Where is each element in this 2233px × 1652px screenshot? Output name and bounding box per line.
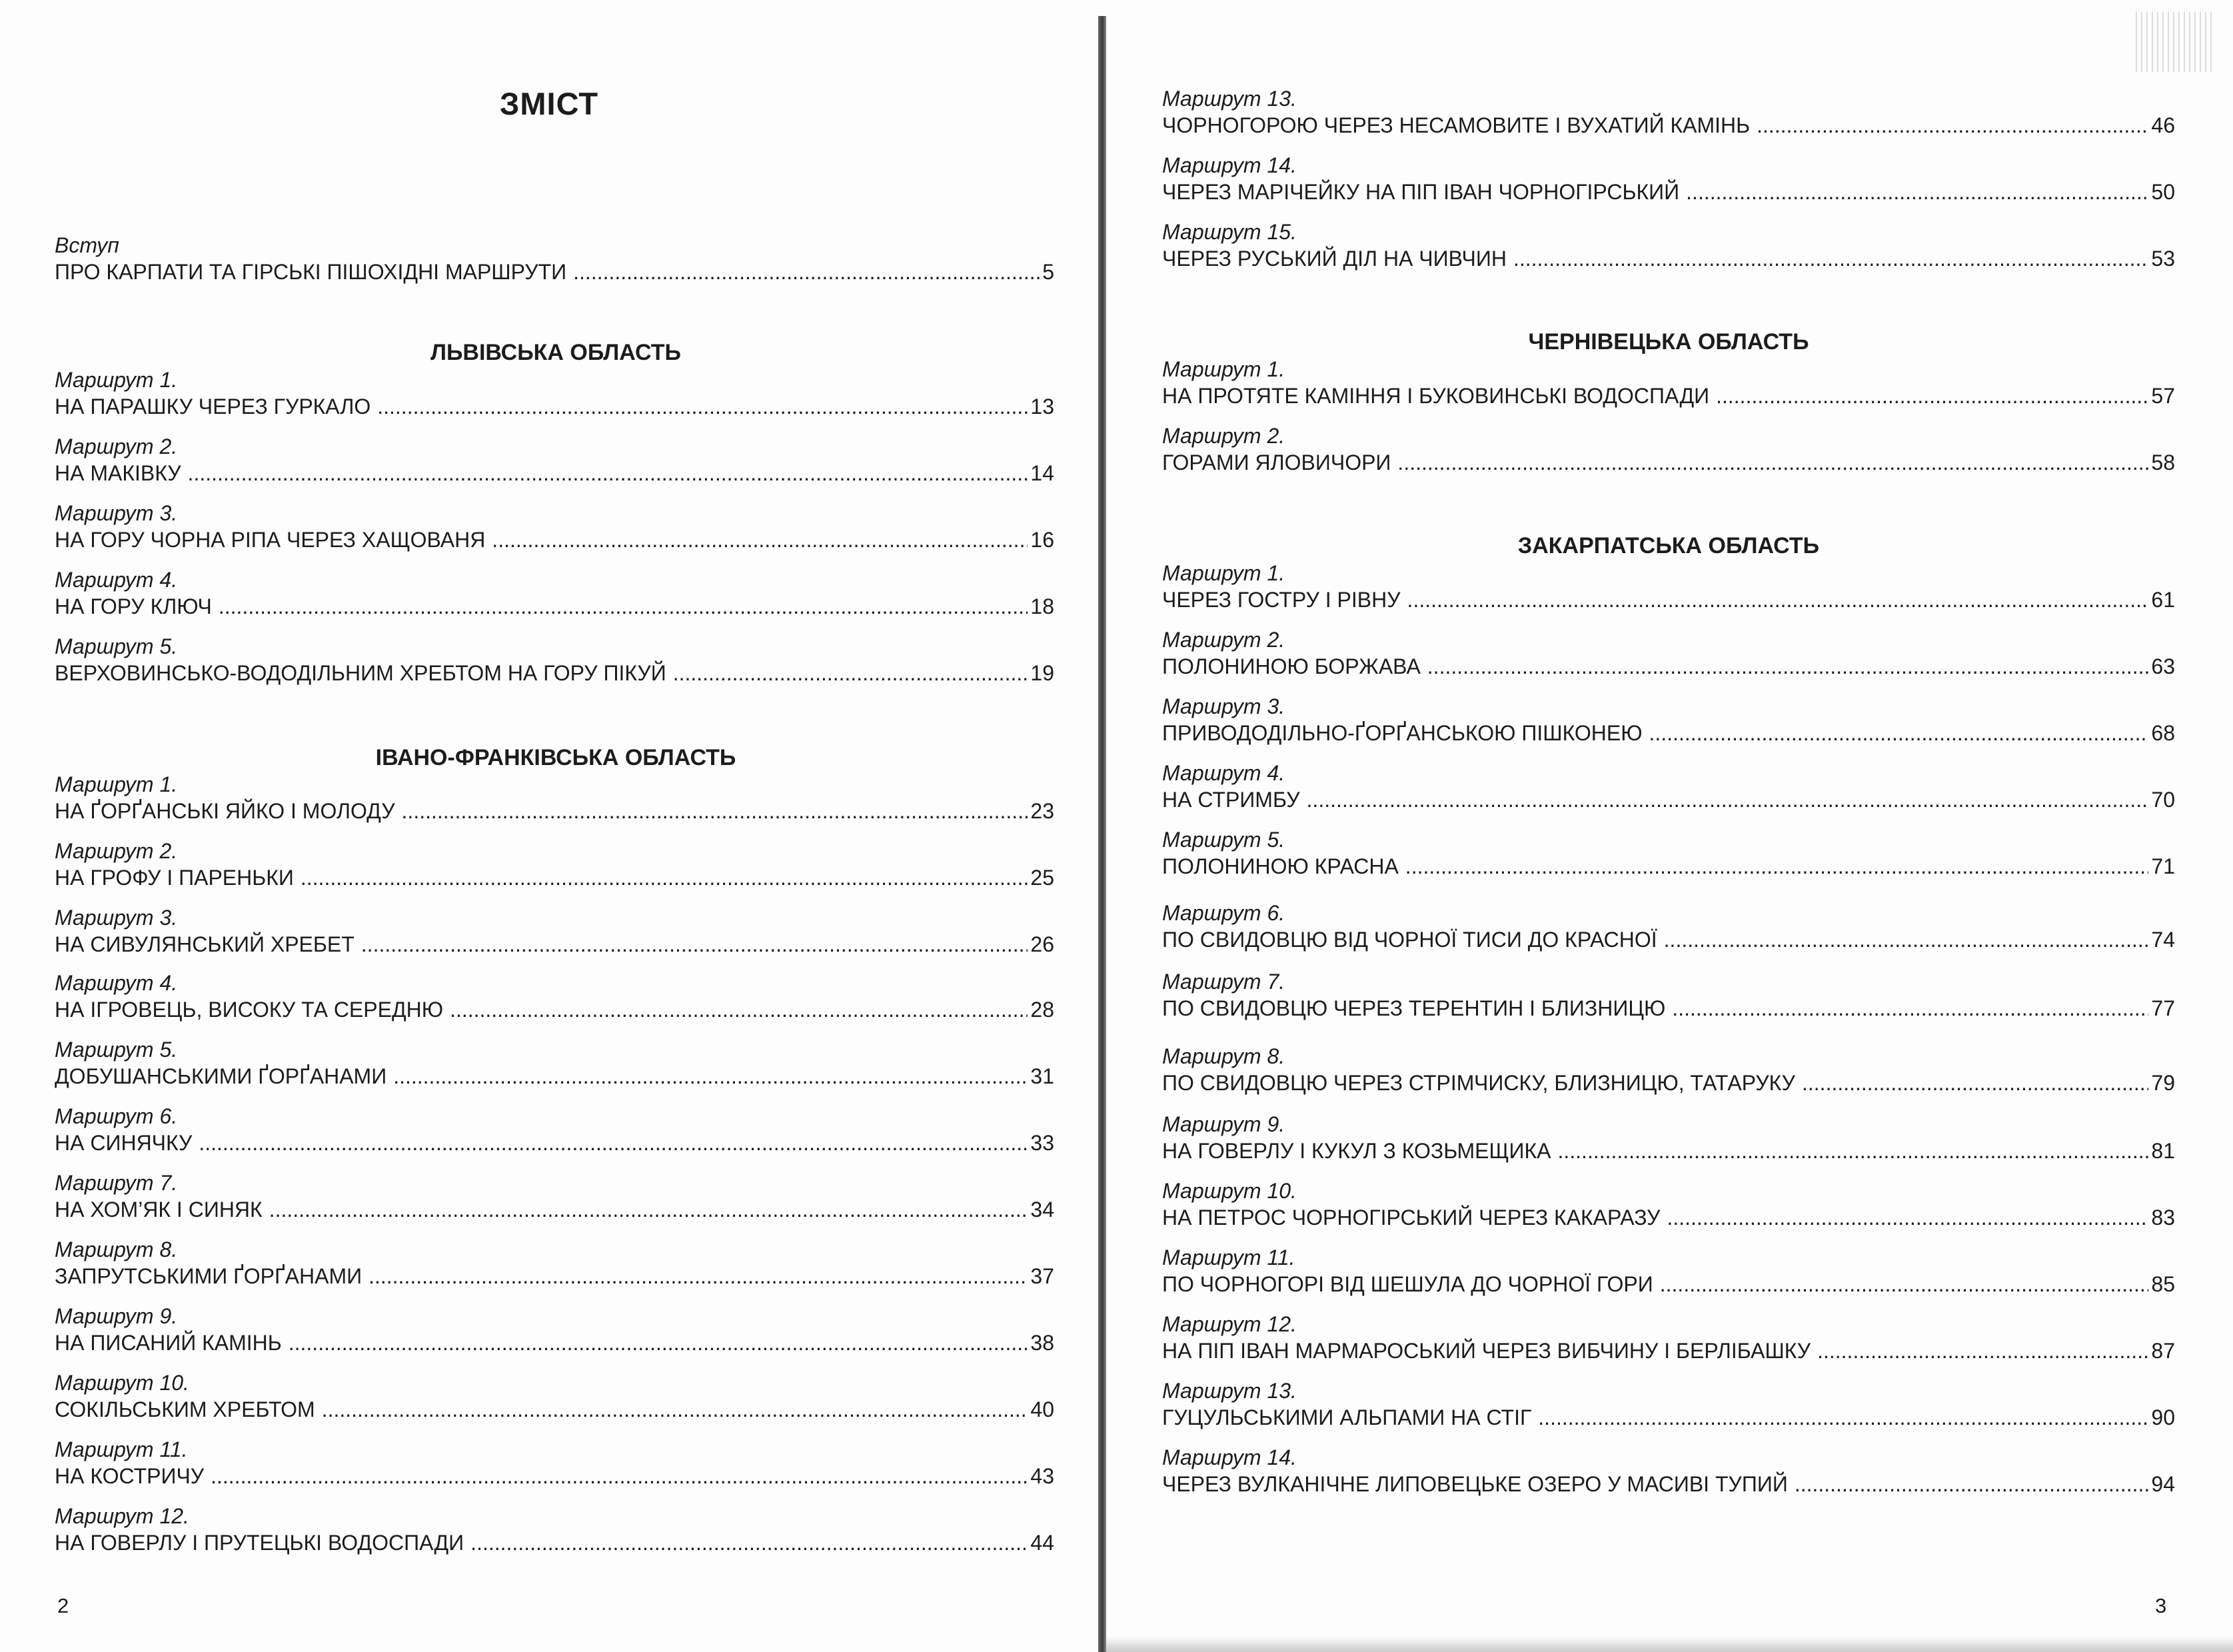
toc-entry bbox=[55, 433, 1054, 486]
toc-title: ЗМІСТ bbox=[499, 86, 599, 121]
toc-entry bbox=[55, 970, 1054, 1023]
toc-entry bbox=[1162, 152, 2175, 205]
toc-entry bbox=[55, 566, 1054, 620]
toc-entry bbox=[55, 1170, 1054, 1223]
entry-label: Маршрут 12. bbox=[55, 1504, 189, 1528]
entry-title: СОКІЛЬСЬКИМ ХРЕБТОМ bbox=[55, 1397, 315, 1421]
entry-page-number: 71 bbox=[2151, 854, 2175, 878]
entry-page-number: 87 bbox=[2151, 1339, 2175, 1363]
entry-page-number: 25 bbox=[1030, 866, 1054, 890]
leader-dots bbox=[1513, 245, 2148, 272]
entry-label: Маршрут 9. bbox=[1162, 1112, 1285, 1136]
page-number-left: 2 bbox=[57, 1594, 69, 1617]
leader-dots bbox=[322, 1396, 1028, 1423]
page-number-right: 3 bbox=[2155, 1594, 2167, 1617]
toc-entry bbox=[1162, 1178, 2175, 1231]
toc-entry bbox=[1162, 1377, 2175, 1431]
entry-title: НА ХОМ’ЯК І СИНЯК bbox=[55, 1198, 263, 1222]
entry-label: Маршрут 1. bbox=[1162, 561, 1285, 585]
entry-label: Маршрут 5. bbox=[55, 634, 178, 658]
toc-entry bbox=[55, 904, 1054, 958]
leader-dots bbox=[361, 931, 1028, 958]
entry-label: Вступ bbox=[55, 233, 119, 257]
toc-entry bbox=[55, 633, 1054, 686]
entry-label: Маршрут 4. bbox=[55, 568, 178, 592]
toc-entry bbox=[55, 838, 1054, 891]
entry-page-number: 94 bbox=[2151, 1472, 2175, 1496]
toc-entry bbox=[55, 367, 1054, 420]
entry-label: Маршрут 4. bbox=[1162, 761, 1285, 785]
leader-dots bbox=[1686, 179, 2148, 205]
entry-title: ЗАПРУТСЬКИМИ ҐОРҐАНАМИ bbox=[55, 1264, 363, 1288]
toc-entry bbox=[55, 771, 1054, 824]
entry-label: Маршрут 4. bbox=[55, 971, 178, 995]
right-page bbox=[1106, 0, 2233, 1652]
entry-label: Маршрут 1. bbox=[1162, 357, 1285, 381]
entry-label: Маршрут 6. bbox=[55, 1104, 178, 1128]
entry-title: ЧЕРЕЗ МАРІЧЕЙКУ НА ПІП ІВАН ЧОРНОГІРСЬКИЙ bbox=[1162, 180, 1680, 204]
entry-page-number: 38 bbox=[1030, 1331, 1054, 1355]
leader-dots bbox=[377, 393, 1028, 420]
toc-entry bbox=[1162, 626, 2175, 680]
entry-label: Маршрут 3. bbox=[1162, 694, 1285, 718]
entry-page-number: 61 bbox=[2151, 588, 2175, 612]
entry-label: Маршрут 8. bbox=[1162, 1044, 1285, 1068]
toc-entry bbox=[1162, 1111, 2175, 1164]
entry-page-number: 74 bbox=[2151, 928, 2175, 952]
entry-page-number: 63 bbox=[2151, 654, 2175, 678]
entry-label: Маршрут 10. bbox=[1162, 1179, 1297, 1203]
entry-label: Маршрут 5. bbox=[55, 1038, 178, 1062]
leader-dots bbox=[188, 460, 1028, 486]
toc-entry bbox=[1162, 968, 2175, 1022]
entry-label: Маршрут 12. bbox=[1162, 1312, 1297, 1336]
leader-dots bbox=[450, 996, 1028, 1023]
entry-title: НА ҐОРҐАНСЬКІ ЯЙКО І МОЛОДУ bbox=[55, 799, 395, 823]
toc-entry bbox=[1162, 356, 2175, 409]
entry-label: Маршрут 8. bbox=[55, 1238, 178, 1261]
leader-dots bbox=[1672, 995, 2148, 1022]
entry-page-number: 58 bbox=[2151, 450, 2175, 474]
entry-title: НА ПАРАШКУ ЧЕРЕЗ ГУРКАЛО bbox=[55, 395, 371, 418]
leader-dots bbox=[492, 526, 1028, 553]
entry-title: НА ПРОТЯТЕ КАМІННЯ І БУКОВИНСЬКІ ВОДОСПАДИ bbox=[1162, 384, 1710, 408]
toc-entry bbox=[1162, 760, 2175, 813]
entry-label: Маршрут 13. bbox=[1162, 87, 1297, 111]
entry-title: ЧЕРЕЗ РУСЬКИЙ ДІЛ НА ЧИВЧИН bbox=[1162, 247, 1507, 271]
toc-entry bbox=[1162, 1043, 2175, 1096]
entry-title: НА ПИСАНИЙ КАМІНЬ bbox=[55, 1331, 282, 1355]
toc-entry bbox=[1162, 560, 2175, 613]
entry-page-number: 79 bbox=[2151, 1071, 2175, 1095]
entry-label: Маршрут 3. bbox=[55, 906, 178, 930]
toc-entry bbox=[1162, 422, 2175, 476]
leader-dots bbox=[1427, 653, 2149, 680]
toc-entry bbox=[55, 1036, 1054, 1090]
entry-label: Маршрут 5. bbox=[1162, 828, 1285, 852]
entry-page-number: 18 bbox=[1030, 594, 1054, 618]
leader-dots bbox=[1405, 853, 2149, 880]
scan-edge-marks bbox=[2136, 12, 2216, 72]
entry-title: ЧЕРЕЗ ВУЛКАНІЧНЕ ЛИПОВЕЦЬКЕ ОЗЕРО У МАСИВІ ТУПИЙ bbox=[1162, 1472, 1788, 1496]
leader-dots bbox=[199, 1130, 1028, 1156]
entry-label: Маршрут 14. bbox=[1162, 1445, 1297, 1469]
toc-entry-intro bbox=[55, 232, 1054, 285]
entry-label: Маршрут 1. bbox=[55, 368, 178, 392]
entry-title: ПОЛОНИНОЮ КРАСНА bbox=[1162, 854, 1399, 878]
entry-page-number: 16 bbox=[1030, 528, 1054, 552]
entry-page-number: 5 bbox=[1042, 260, 1054, 284]
entry-page-number: 90 bbox=[2151, 1405, 2175, 1429]
entry-title: НА ГОРУ ЧОРНА РІПА ЧЕРЕЗ ХАЩОВАНЯ bbox=[55, 528, 486, 552]
leader-dots bbox=[1757, 112, 2148, 139]
entry-label: Маршрут 7. bbox=[55, 1171, 178, 1195]
entry-label: Маршрут 14. bbox=[1162, 153, 1297, 177]
toc-entry bbox=[1162, 1311, 2175, 1364]
entry-title: ГОРАМИ ЯЛОВИЧОРИ bbox=[1162, 450, 1391, 474]
leader-dots bbox=[1664, 926, 2149, 953]
leader-dots bbox=[369, 1263, 1028, 1289]
entry-page-number: 85 bbox=[2151, 1272, 2175, 1296]
section-heading-ivano-frankivsk: ІВАНО-ФРАНКІВСЬКА ОБЛАСТЬ bbox=[375, 745, 736, 770]
toc-entry bbox=[55, 500, 1054, 553]
entry-label: Маршрут 9. bbox=[55, 1304, 178, 1328]
leader-dots bbox=[1538, 1404, 2148, 1431]
toc-entry bbox=[55, 1103, 1054, 1156]
entry-title: НА СИНЯЧКУ bbox=[55, 1131, 193, 1155]
entry-page-number: 13 bbox=[1030, 395, 1054, 418]
entry-title: НА СИВУЛЯНСЬКИЙ ХРЕБЕТ bbox=[55, 932, 355, 956]
entry-page-number: 43 bbox=[1030, 1464, 1054, 1488]
entry-title: ПО СВИДОВЦЮ ЧЕРЕЗ ТЕРЕНТИН І БЛИЗНИЦЮ bbox=[1162, 996, 1666, 1020]
book-spine bbox=[1098, 16, 1106, 1652]
entry-label: Маршрут 11. bbox=[55, 1437, 188, 1461]
page-bottom-shadow bbox=[1106, 1636, 2233, 1652]
entry-title: ЧОРНОГОРОЮ ЧЕРЕЗ НЕСАМОВИТЕ І ВУХАТИЙ КАМІНЬ bbox=[1162, 113, 1751, 137]
toc-entry bbox=[1162, 85, 2175, 139]
entry-title: ПО ЧОРНОГОРІ ВІД ШЕШУЛА ДО ЧОРНОЇ ГОРИ bbox=[1162, 1272, 1653, 1296]
entry-label: Маршрут 10. bbox=[55, 1371, 189, 1395]
leader-dots bbox=[393, 1063, 1028, 1090]
entry-title: ПРИВОДОДІЛЬНО-ҐОРҐАНСЬКОЮ ПІШКОНЕЮ bbox=[1162, 721, 1643, 745]
leader-dots bbox=[1397, 449, 2148, 476]
leader-dots bbox=[1407, 586, 2149, 613]
entry-page-number: 77 bbox=[2151, 996, 2175, 1020]
entry-page-number: 26 bbox=[1030, 932, 1054, 956]
entry-page-number: 53 bbox=[2151, 247, 2175, 271]
toc-entry bbox=[55, 1436, 1054, 1489]
leader-dots bbox=[289, 1329, 1028, 1356]
leader-dots bbox=[1307, 786, 2149, 813]
entry-page-number: 83 bbox=[2151, 1206, 2175, 1230]
leader-dots bbox=[1557, 1138, 2148, 1164]
entry-label: Маршрут 13. bbox=[1162, 1379, 1297, 1403]
entry-label: Маршрут 3. bbox=[55, 501, 178, 525]
entry-title: ВЕРХОВИНСЬКО-ВОДОДІЛЬНИМ ХРЕБТОМ НА ГОРУ ПІКУЙ bbox=[55, 661, 666, 685]
section-heading-lviv: ЛЬВІВСЬКА ОБЛАСТЬ bbox=[430, 340, 681, 365]
entry-title: ГУЦУЛЬСЬКИМИ АЛЬПАМИ НА СТІГ bbox=[1162, 1405, 1532, 1429]
entry-title: НА ПЕТРОС ЧОРНОГІРСЬКИЙ ЧЕРЕЗ КАКАРАЗУ bbox=[1162, 1206, 1661, 1230]
entry-page-number: 31 bbox=[1030, 1064, 1054, 1088]
entry-title: НА ГОВЕРЛУ І ПРУТЕЦЬКІ ВОДОСПАДИ bbox=[55, 1531, 464, 1555]
toc-entry bbox=[1162, 1244, 2175, 1297]
left-page bbox=[0, 0, 1098, 1652]
leader-dots bbox=[269, 1196, 1028, 1223]
toc-entry bbox=[1162, 693, 2175, 746]
entry-page-number: 37 bbox=[1030, 1264, 1054, 1288]
entry-label: Маршрут 2. bbox=[1162, 628, 1285, 652]
entry-title: ПО СВИДОВЦЮ ЧЕРЕЗ СТРІМЧИСКУ, БЛИЗНИЦЮ, ТАТАРУКУ bbox=[1162, 1071, 1795, 1095]
entry-page-number: 81 bbox=[2151, 1139, 2175, 1163]
leader-dots bbox=[1649, 720, 2149, 746]
entry-title: ДОБУШАНСЬКИМИ ҐОРҐАНАМИ bbox=[55, 1064, 387, 1088]
leader-dots bbox=[1660, 1271, 2149, 1297]
toc-entry bbox=[1162, 1444, 2175, 1497]
section-heading-zakarpattia: ЗАКАРПАТСЬКА ОБЛАСТЬ bbox=[1517, 533, 1820, 558]
entry-title: НА МАКІВКУ bbox=[55, 461, 181, 485]
entry-page-number: 70 bbox=[2151, 788, 2175, 812]
entry-label: Маршрут 2. bbox=[1162, 424, 1285, 448]
toc-entry bbox=[1162, 900, 2175, 953]
entry-title: НА ГРОФУ І ПАРЕНЬКИ bbox=[55, 866, 294, 890]
leader-dots bbox=[402, 798, 1028, 824]
entry-title: ПРО КАРПАТИ ТА ГІРСЬКІ ПІШОХІДНІ МАРШРУТИ bbox=[55, 260, 567, 284]
entry-title: НА ГОВЕРЛУ І КУКУЛ З КОЗЬМЕЩИКА bbox=[1162, 1139, 1551, 1163]
entry-title: НА ГОРУ КЛЮЧ bbox=[55, 594, 212, 618]
entry-label: Маршрут 2. bbox=[55, 839, 178, 863]
entry-title: НА ПІП ІВАН МАРМАРОСЬКИЙ ЧЕРЕЗ ВИБЧИНУ І БЕРЛІБАШКУ bbox=[1162, 1339, 1811, 1363]
leader-dots bbox=[1817, 1337, 2148, 1364]
leader-dots bbox=[1716, 383, 2148, 409]
section-heading-chernivtsi: ЧЕРНІВЕЦЬКА ОБЛАСТЬ bbox=[1528, 329, 1809, 355]
entry-page-number: 68 bbox=[2151, 721, 2175, 745]
entry-page-number: 28 bbox=[1030, 998, 1054, 1022]
leader-dots bbox=[211, 1463, 1028, 1489]
toc-entry bbox=[55, 1369, 1054, 1423]
entry-title: НА СТРИМБУ bbox=[1162, 788, 1300, 812]
leader-dots bbox=[573, 259, 1040, 285]
entry-title: НА ІГРОВЕЦЬ, ВИСОКУ ТА СЕРЕДНЮ bbox=[55, 998, 444, 1022]
leader-dots bbox=[301, 864, 1028, 891]
toc-entry bbox=[55, 1303, 1054, 1356]
entry-page-number: 40 bbox=[1030, 1397, 1054, 1421]
entry-page-number: 57 bbox=[2151, 384, 2175, 408]
entry-page-number: 23 bbox=[1030, 799, 1054, 823]
entry-label: Маршрут 11. bbox=[1162, 1245, 1295, 1269]
toc-entry bbox=[55, 1236, 1054, 1289]
entry-label: Маршрут 2. bbox=[55, 434, 178, 458]
toc-entry bbox=[1162, 826, 2175, 880]
entry-page-number: 14 bbox=[1030, 461, 1054, 485]
entry-page-number: 46 bbox=[2151, 113, 2175, 137]
entry-title: ПОЛОНИНОЮ БОРЖАВА bbox=[1162, 654, 1421, 678]
leader-dots bbox=[1802, 1070, 2148, 1096]
leader-dots bbox=[1795, 1471, 2149, 1497]
toc-entry bbox=[55, 1503, 1054, 1556]
entry-page-number: 34 bbox=[1030, 1198, 1054, 1222]
entry-page-number: 19 bbox=[1030, 661, 1054, 685]
leader-dots bbox=[219, 593, 1028, 620]
leader-dots bbox=[470, 1529, 1028, 1556]
entry-label: Маршрут 6. bbox=[1162, 901, 1285, 925]
entry-label: Маршрут 15. bbox=[1162, 220, 1297, 244]
entry-label: Маршрут 1. bbox=[55, 772, 178, 796]
toc-entry bbox=[1162, 219, 2175, 272]
entry-label: Маршрут 7. bbox=[1162, 970, 1285, 994]
entry-page-number: 33 bbox=[1030, 1131, 1054, 1155]
leader-dots bbox=[1667, 1204, 2149, 1231]
leader-dots bbox=[673, 660, 1028, 686]
entry-page-number: 50 bbox=[2151, 180, 2175, 204]
entry-title: ПО СВИДОВЦЮ ВІД ЧОРНОЇ ТИСИ ДО КРАСНОЇ bbox=[1162, 928, 1657, 952]
entry-page-number: 44 bbox=[1030, 1531, 1054, 1555]
entry-title: НА КОСТРИЧУ bbox=[55, 1464, 205, 1488]
entry-title: ЧЕРЕЗ ГОСТРУ І РІВНУ bbox=[1162, 588, 1401, 612]
